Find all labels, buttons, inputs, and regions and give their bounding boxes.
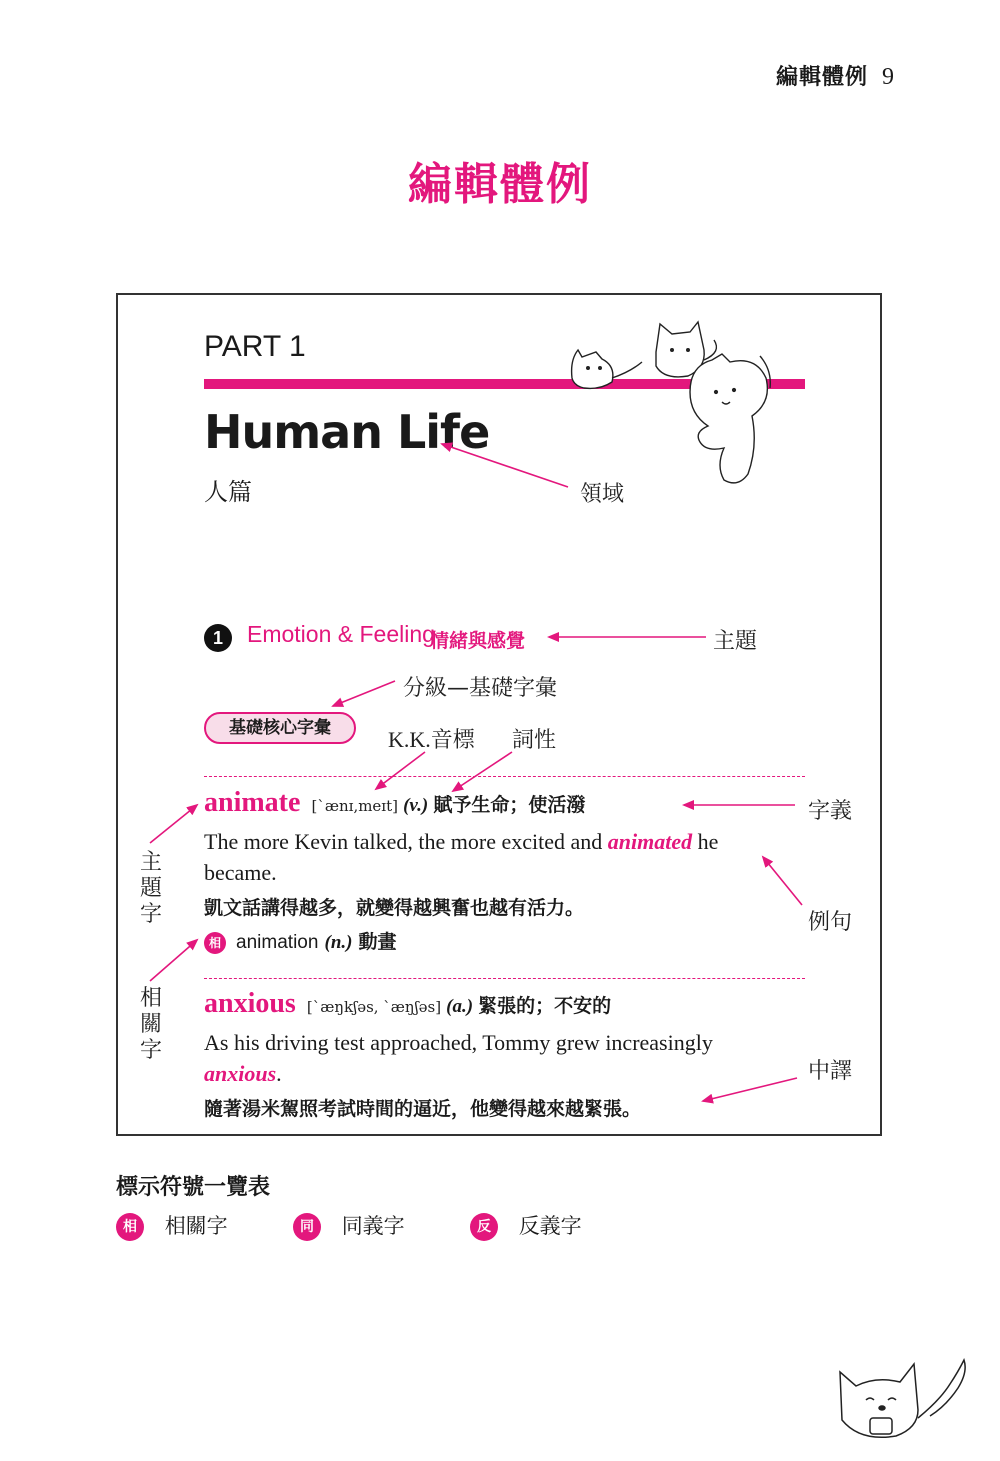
part-label: PART 1: [204, 330, 306, 363]
annotation-translation: 中譯: [808, 1059, 853, 1084]
antonym-icon: 反: [470, 1213, 498, 1241]
synonym-icon: 同: [293, 1213, 321, 1241]
related-icon: 相: [116, 1213, 144, 1241]
header-title: 編輯體例: [775, 65, 868, 90]
annotation-topic: 主題: [713, 629, 758, 654]
annotation-domain: 領域: [580, 482, 625, 507]
meaning: 賦予生命；使活潑: [433, 794, 586, 816]
related-pos: (n.): [324, 932, 353, 953]
annotation-example: 例句: [808, 910, 853, 935]
example-highlight: animated: [607, 829, 693, 854]
topic-title-en: Emotion & Feeling: [247, 621, 435, 647]
topic-title-zh: 情緒與感覺: [430, 630, 526, 652]
related-icon: 相: [204, 932, 226, 954]
annotation-related: 相關字: [139, 986, 162, 1063]
example-translation: 凱文話講得越多，就變得越興奮也越有活力。: [204, 897, 585, 919]
cat-illustration-icon: [572, 322, 771, 483]
cat-illustration-icon: [840, 1360, 965, 1437]
arrow-icon: [376, 752, 425, 789]
arrow-icon: [150, 805, 197, 843]
level-badge: 基礎核心字彙: [204, 712, 356, 744]
arrow-icon: [763, 857, 802, 905]
annotation-pos: 詞性: [512, 728, 557, 753]
related-word-text: animation: [236, 932, 319, 953]
page-title: 編輯體例: [408, 159, 592, 210]
topic-number-badge: 1: [204, 624, 232, 652]
example-translation: 隨著湯米駕照考試時間的逼近，他變得越來越緊張。: [204, 1098, 642, 1120]
headword: anxious: [204, 988, 296, 1019]
arrow-icon: [150, 940, 197, 981]
legend-item: [470, 1210, 582, 1241]
headword: animate: [204, 787, 301, 818]
phonetic: [`ænɪ,meɪt]: [311, 797, 398, 815]
example-sentence: As his driving test approached, Tommy grew increasingly anxious.: [204, 1030, 713, 1086]
arrow-icon: [453, 752, 512, 791]
legend-item: [293, 1210, 405, 1241]
arrow-icon: [442, 444, 568, 487]
legend-label: 反義字: [518, 1214, 582, 1238]
example-highlight: anxious: [204, 1061, 277, 1086]
part-of-speech: (a.): [446, 996, 474, 1017]
page-number: 9: [882, 64, 895, 90]
arrow-icon: [333, 681, 395, 706]
meaning: 緊張的；不安的: [478, 995, 612, 1017]
annotation-headword: 主題字: [139, 850, 162, 927]
legend-label: 同義字: [341, 1214, 405, 1238]
annotation-meaning: 字義: [808, 799, 853, 824]
domain-subtitle: 人篇: [204, 478, 252, 506]
part-of-speech: (v.): [403, 795, 429, 816]
legend-label: 相關字: [164, 1214, 228, 1238]
legend-item: [116, 1210, 228, 1241]
annotation-kk: K.K.音標: [388, 727, 475, 752]
annotation-level: 分級—基礎字彙: [403, 676, 558, 701]
legend-title: 標示符號一覽表: [116, 1175, 271, 1200]
example-sentence: The more Kevin talked, the more excited and animated he became.: [204, 829, 719, 885]
phonetic: [`æŋkʃəs, `æŋʃəs]: [306, 998, 442, 1016]
related-meaning: 動畫: [358, 931, 397, 953]
domain-title: Human Life: [204, 405, 490, 459]
arrow-icon: [703, 1078, 797, 1101]
